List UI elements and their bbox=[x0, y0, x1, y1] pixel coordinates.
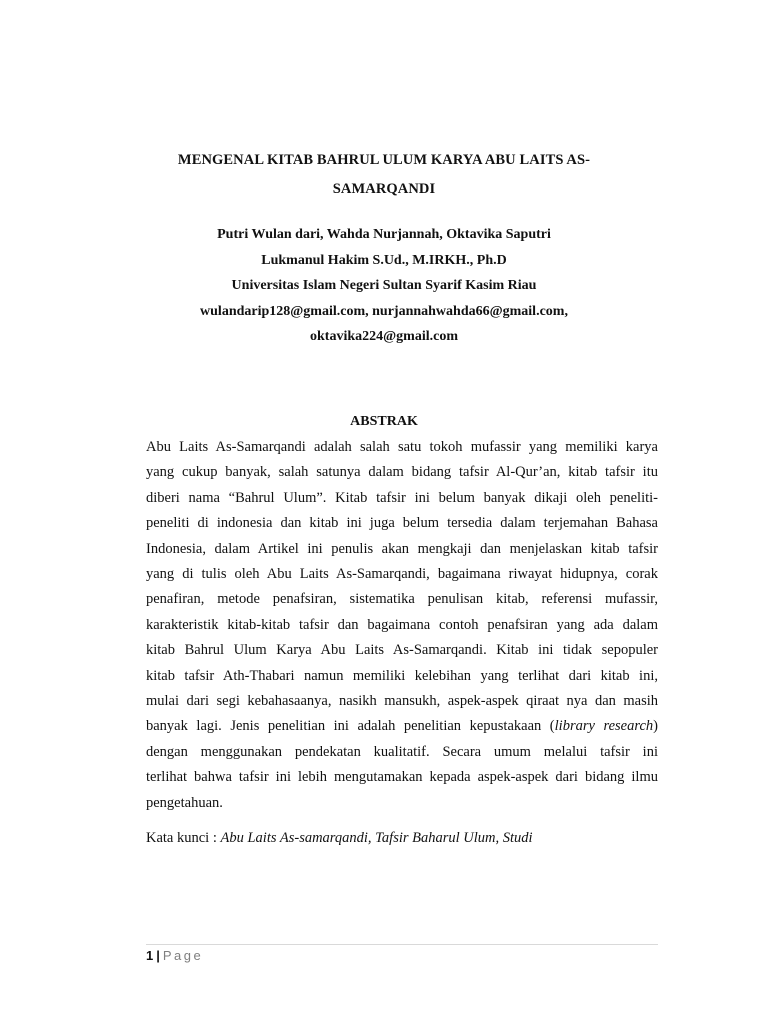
author-emails-line-1: wulandarip128@gmail.com, nurjannahwahda66@gmail.com, bbox=[200, 303, 568, 319]
paper-title bbox=[150, 146, 618, 204]
abstract-line: kitab Bahrul Ulum Karya Abu Laits As-Samarqandi. Kitab ini tidak sepopuler bbox=[146, 642, 658, 659]
author-block bbox=[120, 222, 648, 350]
abstract-line: kitab tafsir Ath-Thabari namun memiliki kelebihan yang terlihat dari kitab ini, bbox=[146, 667, 658, 684]
abstract-line: pengetahuan. bbox=[146, 794, 223, 811]
abstract-line: Abu Laits As-Samarqandi adalah salah satu tokoh mufassir yang memiliki karya bbox=[146, 439, 658, 455]
abstract-line: Indonesia, dalam Artikel ini penulis akan mengkaji dan menjelaskan kitab tafsir bbox=[146, 540, 658, 557]
abstract-italic-term: library research bbox=[554, 718, 654, 735]
keywords-values: Abu Laits As-samarqandi, Tafsir Baharul Ulum, Studi bbox=[220, 830, 533, 846]
author-emails-line-2: oktavika224@gmail.com bbox=[310, 329, 458, 344]
title-line-1: MENGENAL KITAB BAHRUL ULUM KARYA ABU LAITS AS- bbox=[177, 152, 591, 168]
abstract-line: peneliti di indonesia dan kitab ini juga belum tersedia dalam terjemahan Bahasa bbox=[146, 515, 658, 532]
abstract-line-text: ) bbox=[653, 718, 658, 735]
abstract-line: yang di tulis oleh Abu Laits As-Samarqandi, bagaimana riwayat hidupnya, corak bbox=[146, 566, 658, 583]
author-names: Putri Wulan dari, Wahda Nurjannah, Oktavika Saputri bbox=[217, 227, 551, 242]
abstract-line bbox=[146, 714, 658, 739]
supervisor-name: Lukmanul Hakim S.Ud., M.IRKH., Ph.D bbox=[261, 252, 507, 268]
abstract-line: terlihat bahwa tafsir ini lebih mengutamakan kepada aspek-aspek dari bidang ilmu bbox=[146, 769, 658, 786]
abstract-heading: ABSTRAK bbox=[350, 414, 418, 429]
page-number: 1 bbox=[146, 948, 154, 963]
page-footer bbox=[146, 946, 203, 966]
abstract-line: mulai dari segi kebahasaanya, nasikh mansukh, aspek-aspek qiraat nya dan masih bbox=[146, 693, 658, 710]
footer-divider bbox=[146, 944, 658, 945]
abstract-line: karakteristik kitab-kitab tafsir dan bagaimana contoh penafsiran yang ada dalam bbox=[146, 616, 658, 633]
keywords-label: Kata kunci : bbox=[146, 830, 221, 846]
page-label: Page bbox=[162, 948, 204, 963]
abstract-line: dengan menggunakan pendekatan kualitatif. Secara umum melalui tafsir ini bbox=[146, 743, 658, 760]
abstract-body bbox=[146, 435, 658, 816]
keywords bbox=[146, 826, 658, 850]
footer-separator: | bbox=[156, 948, 160, 963]
title-line-2: SAMARQANDI bbox=[332, 181, 436, 197]
abstract-line: diberi nama “Bahrul Ulum”. Kitab tafsir ini belum banyak dikaji oleh peneliti- bbox=[146, 489, 658, 506]
affiliation: Universitas Islam Negeri Sultan Syarif Kasim Riau bbox=[231, 278, 537, 293]
abstract-line: yang cukup banyak, salah satunya dalam bidang tafsir Al-Qur’an, kitab tafsir itu bbox=[146, 464, 658, 481]
abstract-line: penafiran, metode penafsiran, sistematika penulisan kitab, referensi mufassir, bbox=[146, 591, 658, 608]
abstract-line-text: banyak lagi. Jenis penelitian ini adalah penelitian kepustakaan ( bbox=[146, 718, 555, 735]
